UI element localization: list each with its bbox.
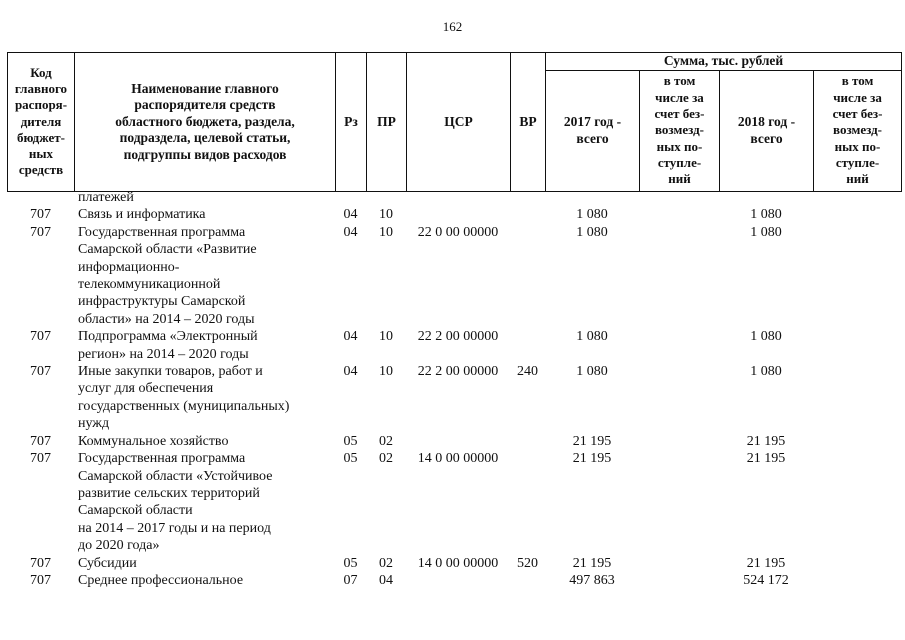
header-kod: Код главного распоря- дителя бюджет- ных средств [8,53,75,192]
cell-pr: 10 [379,224,393,240]
cell-name: Коммунальное хозяйство [78,433,229,449]
cell-kod: 707 [30,572,51,588]
header-rz: Рз [336,53,367,192]
header-pr: ПР [367,53,407,192]
table-row [7,555,901,572]
cell-vr [510,224,545,328]
cell-vr [510,433,545,450]
cell-rz [335,189,366,206]
cell-vr [510,206,545,223]
cell-s2018: 1 080 [750,329,782,345]
cell-i2018 [813,572,901,589]
cell-name: Подпрограмма «Электронный регион» на 2014 – 2020 годы [78,329,258,362]
cell-vr [510,450,545,554]
cell-pr: 02 [379,451,393,467]
cell-pr: 02 [379,433,393,449]
cell-kod: 707 [30,224,51,240]
cell-name: Субсидии [78,555,137,571]
cell-pr: 10 [379,207,393,223]
cell-rz: 07 [343,572,358,588]
cell-csr [406,206,510,223]
cell-name: Государственная программа Самарской области «Развитие информационно- телекоммуникационной инфраструктуры Самарской области» на 2014 – 2020 годы [78,224,257,327]
cell-i2017 [639,328,719,363]
cell-kod: 707 [30,555,51,571]
table-header [7,52,902,192]
cell-i2017 [639,363,719,433]
table-row [7,450,901,554]
table-row [7,363,901,433]
cell-i2017 [639,189,719,206]
cell-rz: 04 [343,329,358,345]
header-csr: ЦСР [407,53,511,192]
cell-s2018: 21 195 [746,555,786,571]
cell-s2017: 1 080 [576,207,608,223]
cell-kod: 707 [30,329,51,345]
cell-i2018 [813,450,901,554]
cell-rz: 04 [343,207,358,223]
cell-i2018 [813,555,901,572]
cell-pr: 10 [379,329,393,345]
cell-s2018 [719,189,813,206]
header-2018-incl: в том числе за счет без- возмезд- ных по- ступле- ний [814,70,902,191]
header-2017-incl: в том числе за счет без- возмезд- ных по- ступле- ний [640,70,720,191]
cell-csr: 22 0 00 00000 [417,224,499,240]
table-row [7,328,901,363]
cell-pr: 04 [379,572,393,588]
cell-rz: 05 [343,451,358,467]
cell-i2018 [813,206,901,223]
cell-csr: 14 0 00 00000 [417,555,499,571]
cell-name: Иные закупки товаров, работ и услуг для обеспечения государственных (муниципальных) нужд [78,364,290,432]
cell-kod: 707 [30,364,51,380]
cell-i2017 [639,450,719,554]
cell-s2017 [545,189,639,206]
cell-csr: 22 2 00 00000 [417,364,499,380]
table-row [7,433,901,450]
cell-i2017 [639,224,719,328]
header-2018-total: 2018 год - всего [720,70,814,191]
cell-rz: 05 [343,433,358,449]
cell-s2018: 1 080 [750,207,782,223]
header-vr: ВР [511,53,546,192]
cell-s2018: 524 172 [743,572,789,588]
cell-s2017: 1 080 [576,364,608,380]
cell-rz: 04 [343,224,358,240]
cell-kod: 707 [30,207,51,223]
cell-i2018 [813,363,901,433]
cell-i2017 [639,555,719,572]
cell-csr [406,189,510,206]
cell-csr: 14 0 00 00000 [417,451,499,467]
cell-i2018 [813,224,901,328]
cell-s2017: 21 195 [572,555,612,571]
cell-rz: 05 [343,555,358,571]
cell-i2018 [813,433,901,450]
cell-s2018: 1 080 [750,364,782,380]
cell-kod: 707 [30,433,51,449]
cell-s2017: 1 080 [576,329,608,345]
page-number: 162 [442,19,463,34]
cell-s2017: 497 863 [569,572,615,588]
cell-csr [406,433,510,450]
cell-s2017: 1 080 [576,224,608,240]
table-body [7,189,901,589]
cell-csr: 22 2 00 00000 [417,329,499,345]
cell-s2017: 21 195 [572,451,612,467]
cell-pr: 02 [379,555,393,571]
cell-i2018 [813,328,901,363]
cell-kod [7,189,74,206]
table-row [7,572,901,589]
cell-name: Среднее профессиональное [78,572,244,588]
cell-csr [406,572,510,589]
cell-i2017 [639,572,719,589]
header-summa: Сумма, тыс. рублей [546,53,902,71]
cell-vr: 520 [517,555,538,571]
table-row [7,224,901,328]
cell-s2017: 21 195 [572,433,612,449]
cell-name: платежей [78,190,134,205]
header-2017-total: 2017 год - всего [546,70,640,191]
cell-name: Государственная программа Самарской области «Устойчивое развитие сельских территорий Самарской области на 2014 – 2017 годы и на период до 2020 года» [78,451,273,554]
cell-vr [510,189,545,206]
table-row [7,206,901,223]
cell-vr [510,328,545,363]
cell-i2018 [813,189,901,206]
cell-rz: 04 [343,364,358,380]
cell-i2017 [639,433,719,450]
cell-pr [366,189,406,206]
cell-pr: 10 [379,364,393,380]
cell-vr: 240 [517,364,538,380]
cell-s2018: 21 195 [746,451,786,467]
cell-s2018: 21 195 [746,433,786,449]
cell-i2017 [639,206,719,223]
cell-name: Связь и информатика [78,207,206,223]
cell-vr [510,572,545,589]
header-name: Наименование главного распорядителя средств областного бюджета, раздела, подраздела, целевой статьи, подгруппы видов расходов [75,53,336,192]
cell-kod: 707 [30,451,51,467]
cell-s2018: 1 080 [750,224,782,240]
table-row [7,189,901,206]
